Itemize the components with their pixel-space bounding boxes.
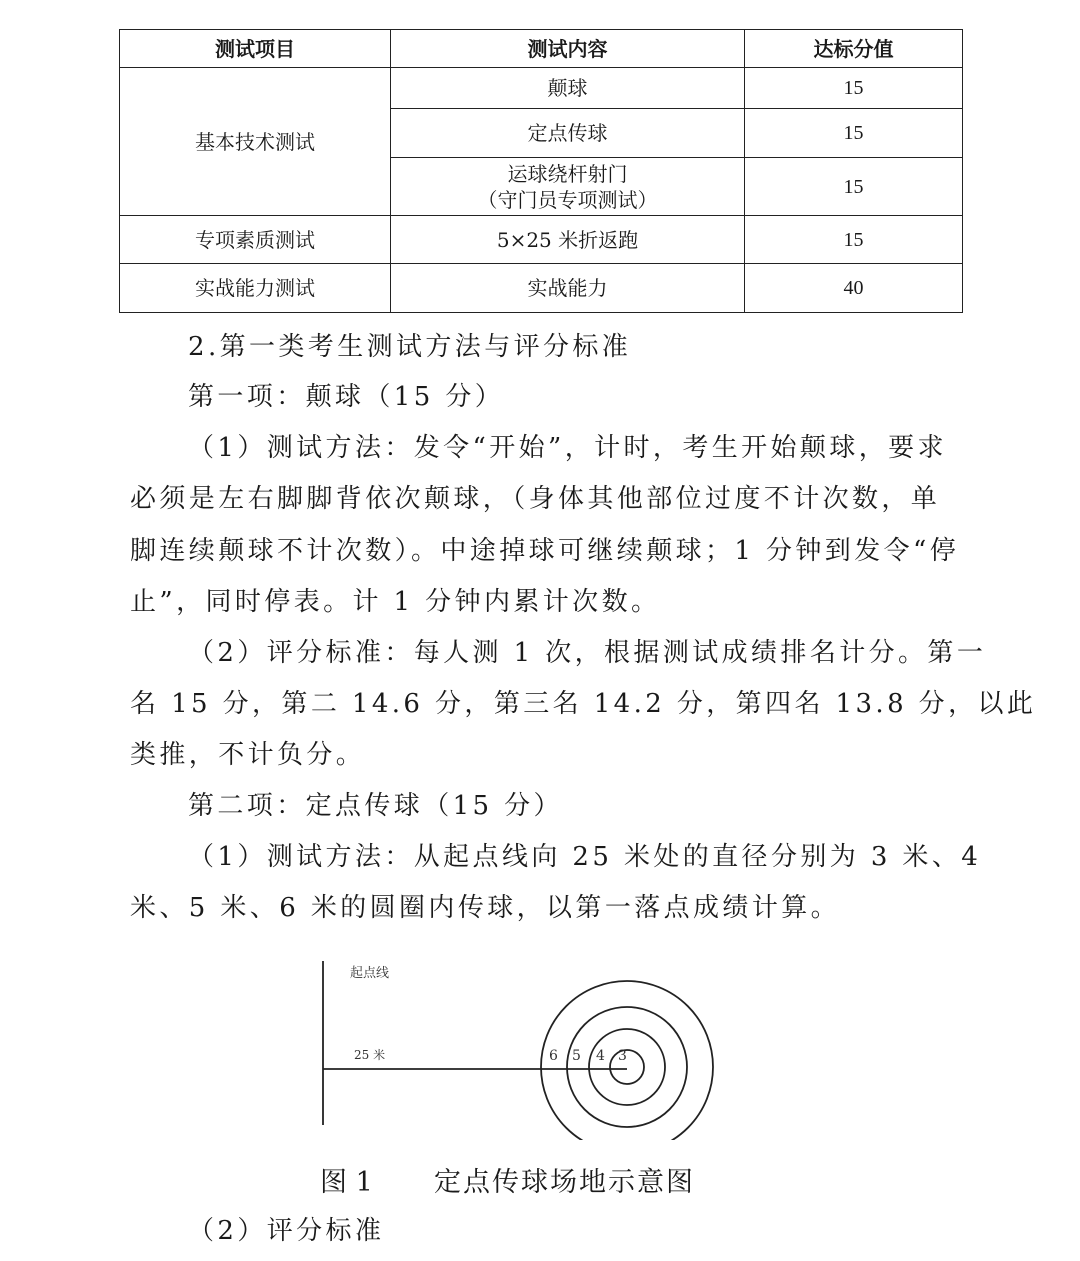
caption-text: 定点传球场地示意图 — [433, 1167, 695, 1198]
item-subheading: （2）评分标准 — [188, 1216, 385, 1246]
header-content: 测试内容 — [391, 30, 745, 68]
item-heading-2: 第二项：定点传球（15 分） — [188, 791, 563, 821]
paragraph-line: （1）测试方法：发令“开始”，计时，考生开始颠球，要求 — [188, 433, 947, 463]
passing-field-diagram — [310, 955, 730, 1140]
header-item: 测试项目 — [120, 30, 391, 68]
row-score: 15 — [745, 68, 963, 109]
paragraph-line: 止”，同时停表。计 1 分钟内累计次数。 — [130, 587, 661, 617]
ring-label-4: 4 — [596, 1048, 605, 1064]
section-heading: 2.第一类考生测试方法与评分标准 — [188, 332, 632, 362]
table-header-row — [120, 30, 963, 68]
row-score: 15 — [745, 158, 963, 216]
ring-5m — [567, 1007, 687, 1127]
paragraph-line: （1）测试方法：从起点线向 25 米处的直径分别为 3 米、4 — [188, 842, 982, 872]
paragraph-line: 类推，不计负分。 — [130, 740, 366, 770]
row-content — [391, 158, 745, 216]
paragraph-line: 必须是左右脚脚背依次颠球，（身体其他部位过度不计次数，单 — [130, 484, 941, 514]
row-content: 实战能力 — [391, 264, 745, 313]
row-content-line1: 运球绕杆射门 — [507, 161, 628, 186]
item-heading-1: 第一项：颠球（15 分） — [188, 382, 505, 412]
ring-label-3: 3 — [618, 1048, 627, 1064]
paragraph-line: 名 15 分，第二 14.6 分，第三名 14.2 分，第四名 13.8 分，以此 — [130, 689, 1037, 719]
row-score: 15 — [745, 109, 963, 158]
ring-label-5: 5 — [572, 1048, 581, 1064]
start-line-label: 起点线 — [350, 966, 390, 981]
row-content: 颠球 — [391, 68, 745, 109]
ring-4m — [589, 1029, 665, 1105]
paragraph-line: 脚连续颠球不计次数）。中途掉球可继续颠球；1 分钟到发令“停 — [130, 536, 960, 566]
group-basic: 基本技术测试 — [120, 68, 391, 216]
row-content-line2: （守门员专项测试） — [477, 187, 658, 212]
paragraph-line: （2）评分标准：每人测 1 次，根据测试成绩排名计分。第一 — [188, 638, 987, 668]
group-combat: 实战能力测试 — [120, 264, 391, 313]
paragraph-line: 米、5 米、6 米的圆圈内传球，以第一落点成绩计算。 — [130, 893, 841, 923]
row-score: 15 — [745, 216, 963, 264]
figure-caption — [320, 1160, 695, 1199]
score-table — [119, 29, 963, 313]
ring-3m — [610, 1050, 644, 1084]
caption-number: 图 1 — [320, 1167, 373, 1198]
row-content: 5×25 米折返跑 — [391, 216, 745, 264]
row-content: 定点传球 — [391, 109, 745, 158]
group-special: 专项素质测试 — [120, 216, 391, 264]
ring-label-6: 6 — [549, 1048, 558, 1064]
row-score: 40 — [745, 264, 963, 313]
distance-label: 25 米 — [354, 1048, 386, 1062]
table-row — [120, 68, 963, 109]
table-row — [120, 216, 963, 264]
header-score: 达标分值 — [745, 30, 963, 68]
table-row — [120, 264, 963, 313]
